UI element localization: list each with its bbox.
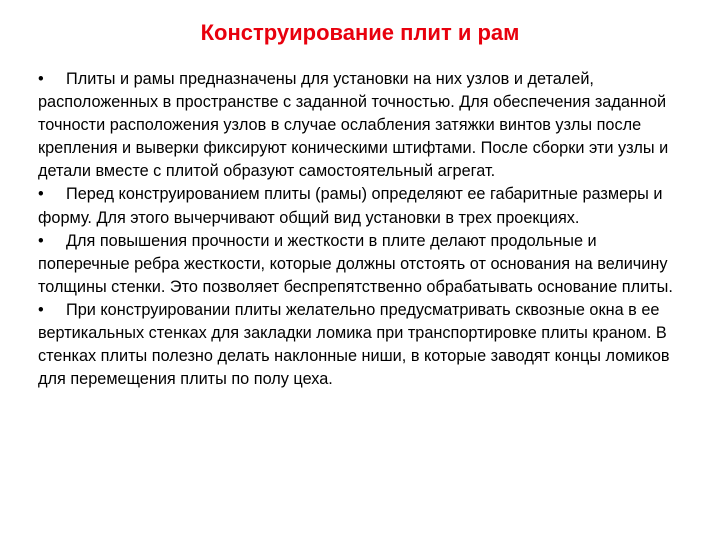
slide-title: Конструирование плит и рам [200,20,520,45]
bullet-paragraph-2 [38,183,688,229]
paragraph-text-3: Для повышения прочности и жесткости в плите делают продольные и поперечные ребра жесткости, которые должны отстоять от основания на величину толщины стенки. Это позволяет беспрепятственно обрабатывать основание плиты. [38,231,673,296]
bullet-paragraph-1 [38,68,688,183]
paragraph-text-4: При конструировании плиты желательно предусматривать сквозные окна в ее вертикальных стенках для закладки ломика при транспортировке плиты краном. В стенках плиты полезно делать наклонные ниши, в которые заводят концы ломиков для перемещения плиты по полу цеха. [38,300,670,389]
paragraph-text-1: Плиты и рамы предназначены для установки на них узлов и деталей, расположенных в пространстве с заданной точностью. Для обеспечения заданной точности расположения узлов в случае ослабления затяжки винтов узлы после крепления и выверки фиксируют коническими штифтами. После сборки эти узлы и детали вместе с плитой образуют самостоятельный агрегат. [38,70,669,181]
bullet-paragraph-3 [38,230,688,299]
slide-body [38,68,688,391]
bullet-marker: • [38,231,44,250]
bullet-marker: • [38,185,44,204]
paragraph-text-2: Перед конструированием плиты (рамы) определяют ее габаритные размеры и форму. Для этого вычерчивают общий вид установки в трех проекциях. [38,185,663,227]
bullet-marker: • [38,300,44,319]
bullet-paragraph-4 [38,299,688,391]
bullet-marker: • [38,70,44,88]
